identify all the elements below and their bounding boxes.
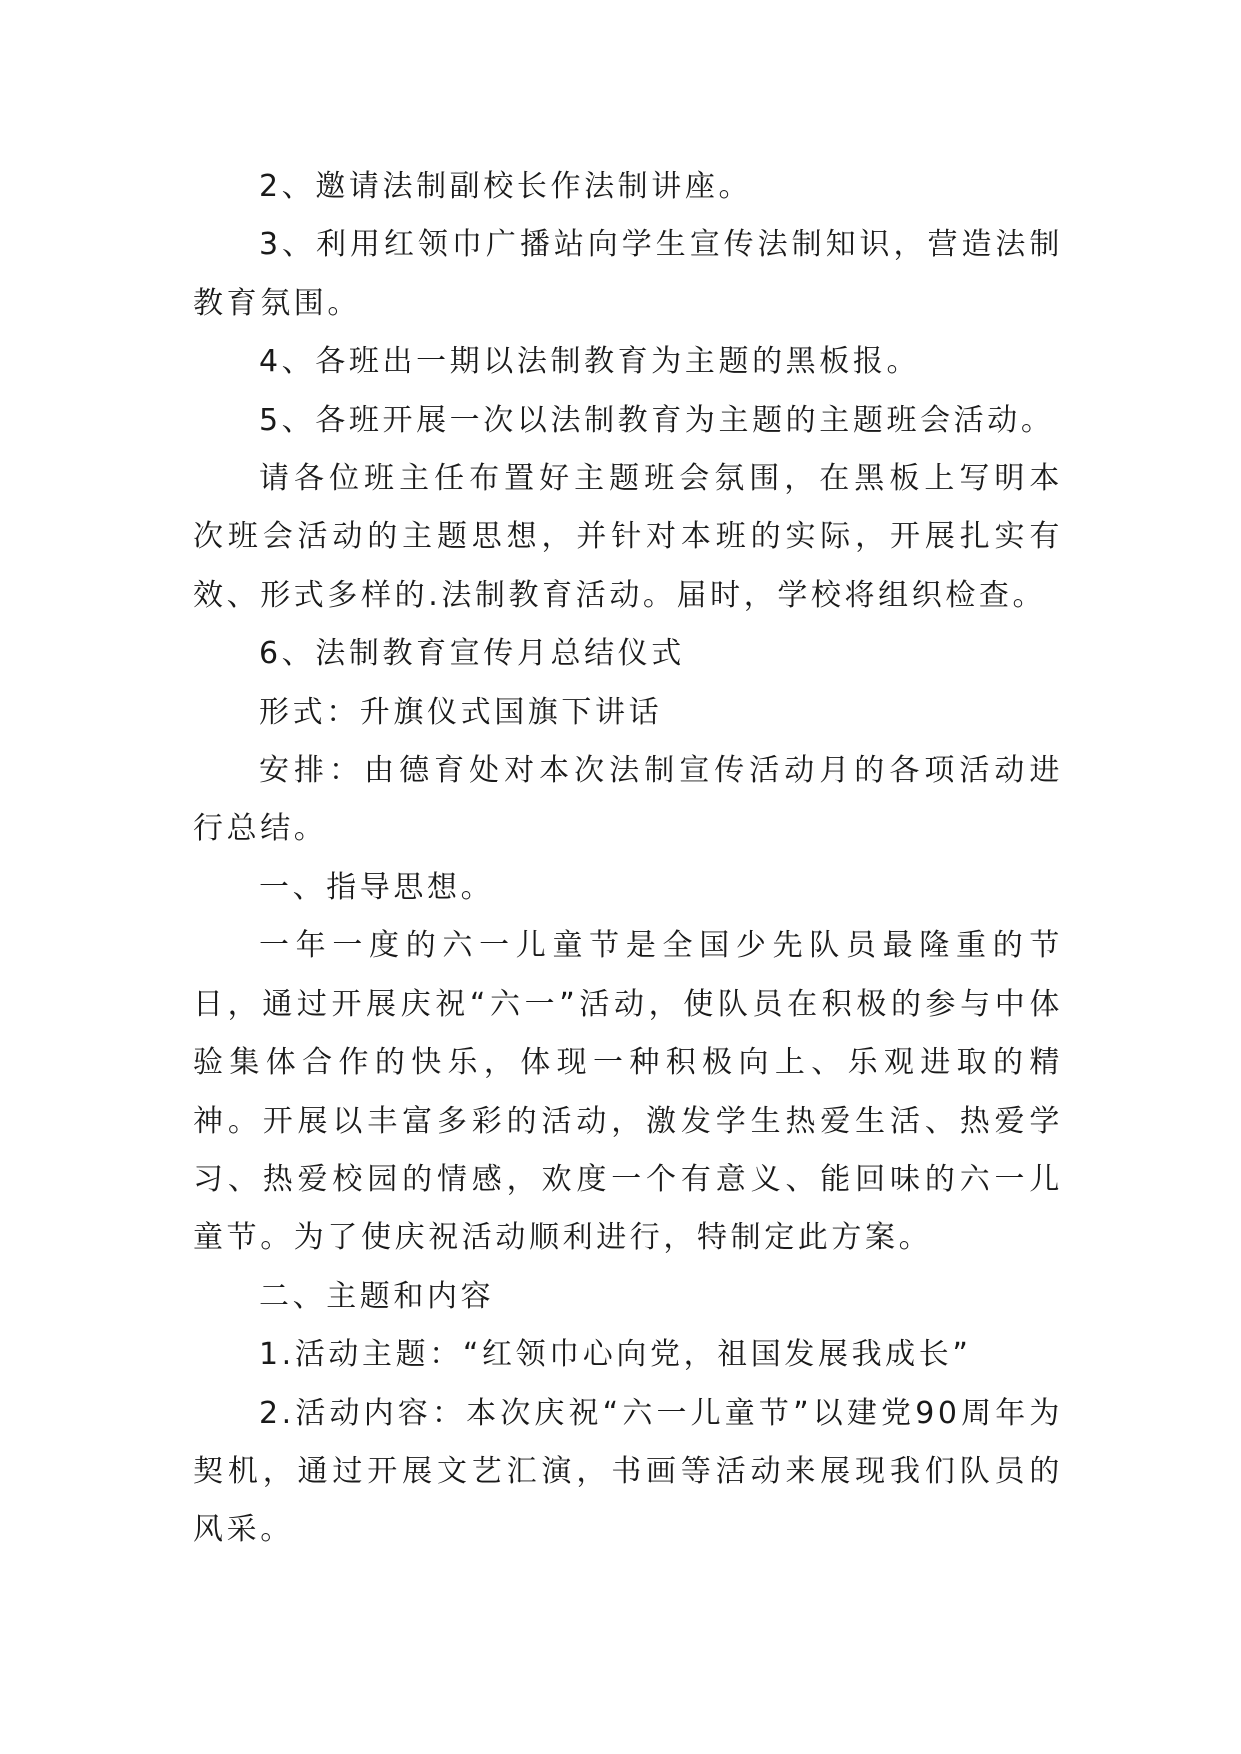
- paragraph-invite-lecture: 2、邀请法制副校长作法制讲座。: [259, 169, 753, 204]
- paragraph-childrens-day-intro: 一年一度的六一儿童节是全国少先队员最隆重的节日，通过开展庆祝“六一”活动，使队员在积极的参与中体验集体合作的快乐，体现一种积极向上、乐观进取的精神。开展以丰富多彩的活动，激发学生热爱生活、热爱学习、热爱校园的情感，欢度一个有意义、能回味的六一儿童节。为了使庆祝活动顺利进行，特制定此方案。: [193, 928, 1063, 1256]
- section-heading-theme-content: 二、主题和内容: [259, 1278, 495, 1314]
- paragraph-radio-station: 3、利用红领巾广播站向学生宣传法制知识，营造法制教育氛围。: [193, 227, 1063, 321]
- paragraph-arrangement: 安排：由德育处对本次法制宣传活动月的各项活动进行总结。: [193, 753, 1063, 847]
- paragraph-summary-ceremony: 6、法制教育宣传月总结仪式: [259, 636, 685, 672]
- paragraph-activity-content: 2.活动内容：本次庆祝“六一儿童节”以建党90周年为契机，通过开展文艺汇演，书画等活动来展现我们队员的风采。: [193, 1395, 1063, 1548]
- paragraph-teacher-instructions: 请各位班主任布置好主题班会氛围，在黑板上写明本次班会活动的主题思想，并针对本班的实际，开展扎实有效、形式多样的.法制教育活动。届时，学校将组织检查。: [193, 461, 1063, 613]
- section-heading-guiding-ideology: 一、指导思想。: [259, 869, 495, 905]
- document-body: [193, 158, 1063, 1560]
- paragraph-form: 形式：升旗仪式国旗下讲话: [259, 694, 663, 730]
- paragraph-activity-theme: 1.活动主题：“红领巾心向党，祖国发展我成长”: [259, 1337, 972, 1373]
- paragraph-blackboard: 4、各班出一期以法制教育为主题的黑板报。: [259, 344, 921, 380]
- paragraph-class-meeting: 5、各班开展一次以法制教育为主题的主题班会活动。: [259, 402, 1055, 438]
